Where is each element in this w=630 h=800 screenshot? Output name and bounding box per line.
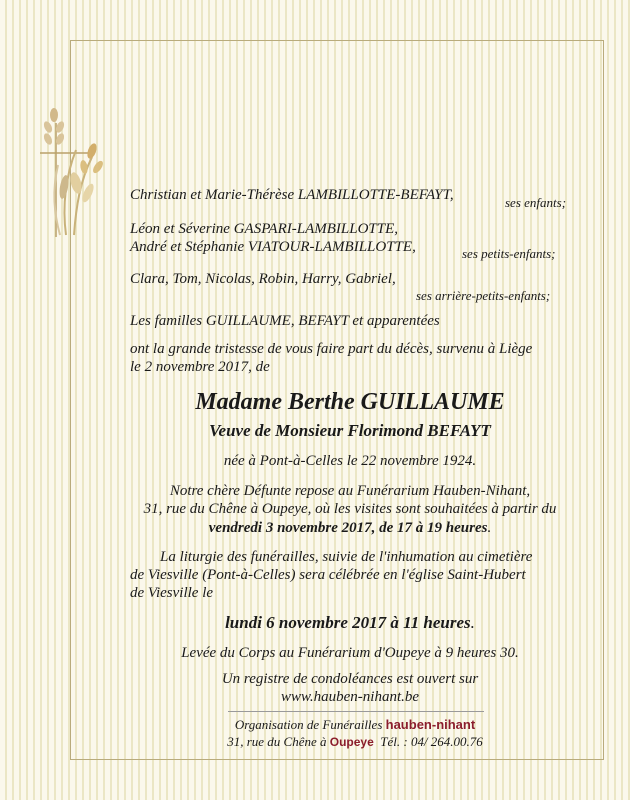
family-relatives: Les familles GUILLAUME, BEFAYT et apparentées bbox=[130, 313, 440, 329]
footer-town: Oupeye bbox=[329, 735, 374, 749]
liturgy-date bbox=[130, 614, 570, 632]
footer-address-text: 31, rue du Chêne à bbox=[227, 734, 327, 749]
role-children: ses enfants; bbox=[505, 195, 567, 210]
register-line: Un registre de condoléances est ouvert sur bbox=[221, 671, 479, 687]
deceased-name: Madame Berthe GUILLAUME bbox=[195, 389, 505, 415]
footer-org-text: Organisation de Funérailles bbox=[234, 717, 383, 732]
visits-date-end: . bbox=[487, 520, 492, 536]
role-great-grandchildren: ses arrière-petits-enfants; bbox=[416, 288, 551, 303]
role-grandchildren: ses petits-enfants; bbox=[462, 246, 556, 261]
liturgy-date-text: lundi 6 novembre 2017 à 11 heures bbox=[225, 613, 471, 632]
announcement-line-1: ont la grande tristesse de vous faire part du décès, survenu à Liège bbox=[130, 341, 533, 357]
visits-line-1: Notre chère Défunte repose au Funérarium Hauben-Nihant, bbox=[169, 483, 531, 499]
liturgy-date-end: . bbox=[470, 613, 475, 632]
family-grandchildren-2: André et Stéphanie VIATOUR-LAMBILLOTTE, bbox=[130, 239, 416, 255]
levee-du-corps: Levée du Corps au Funérarium d'Oupeye à 9 heures 30. bbox=[181, 645, 519, 661]
family-grandchildren-1: Léon et Séverine GASPARI-LAMBILLOTTE, bbox=[130, 221, 399, 237]
announcement-line-2: le 2 novembre 2017, de bbox=[130, 359, 270, 375]
footer-address bbox=[150, 734, 560, 750]
brand-logo: hauben-nihant bbox=[385, 717, 476, 732]
birth-info: née à Pont-à-Celles le 22 novembre 1924. bbox=[223, 453, 477, 469]
liturgy-line-2: de Viesville (Pont-à-Celles) sera célébrée en l'église Saint-Hubert bbox=[130, 567, 526, 583]
visits-line-2: 31, rue du Chêne à Oupeye, où les visites sont souhaitées à partir du bbox=[143, 501, 557, 517]
register-url[interactable]: www.hauben-nihant.be bbox=[280, 689, 420, 705]
visits-date bbox=[130, 519, 570, 537]
footer-divider bbox=[228, 711, 484, 712]
liturgy-line-1: La liturgie des funérailles, suivie de l'inhumation au cimetière bbox=[160, 549, 533, 565]
widow-of: Veuve de Monsieur Florimond BEFAYT bbox=[209, 421, 491, 440]
footer-organisation bbox=[150, 717, 560, 733]
visits-date-text: vendredi 3 novembre 2017, de 17 à 19 heures bbox=[208, 520, 488, 536]
footer-phone: Tél. : 04/ 264.00.76 bbox=[380, 734, 483, 749]
family-great-grandchildren: Clara, Tom, Nicolas, Robin, Harry, Gabriel, bbox=[130, 271, 396, 287]
liturgy-line-3: de Viesville le bbox=[130, 585, 214, 601]
family-children: Christian et Marie-Thérèse LAMBILLOTTE-BEFAYT, bbox=[130, 187, 454, 203]
